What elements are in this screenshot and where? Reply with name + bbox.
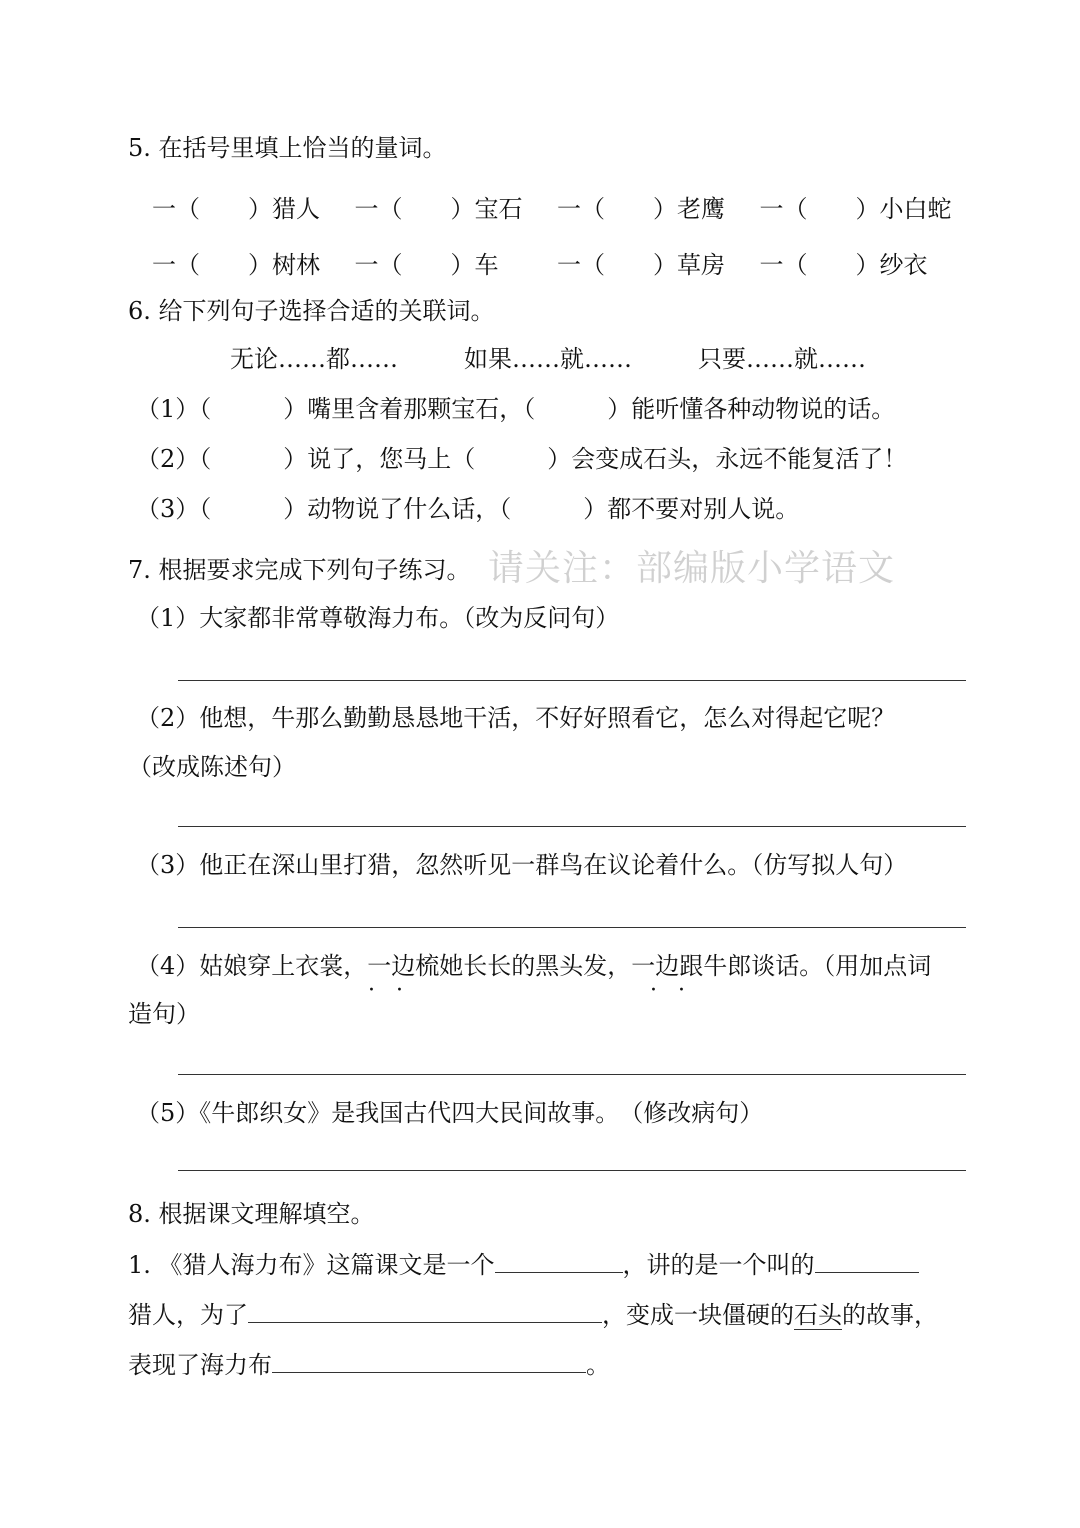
q8-underlined-word: 石头 — [794, 1301, 842, 1329]
q7-item-1: （1）大家都非常尊敬海力布。（改为反问句） — [136, 604, 620, 632]
q8-line-2 — [128, 1296, 938, 1332]
q8-text: 。 — [586, 1351, 610, 1379]
q5-item: 一（ ）老鹰 — [557, 195, 725, 223]
q5-item: 一（ ）小白蛇 — [759, 195, 952, 223]
emphasis-dot: · — [368, 978, 375, 1003]
q7-item-5: （5）《牛郎织女》是我国古代四大民间故事。 （修改病句） — [136, 1099, 764, 1127]
q6-sentence-1: （1）（ ）嘴里含着那颗宝石，（ ）能听懂各种动物说的话。 — [136, 395, 896, 423]
q8-line-3 — [128, 1346, 610, 1382]
q5-row-1 — [152, 192, 962, 226]
q7-item-3: （3）他正在深山里打猎，忽然听见一群鸟在议论着什么。（仿写拟人句） — [136, 851, 908, 879]
q5-item: 一（ ）宝石 — [354, 195, 523, 223]
emphasis-dot: · — [678, 978, 685, 1003]
q5-item: 一（ ）草房 — [557, 251, 725, 279]
answer-line — [178, 927, 966, 928]
q8-title: 8. 根据课文理解填空。 — [128, 1200, 375, 1228]
answer-line — [178, 826, 966, 827]
q5-item: 一（ ）树林 — [152, 251, 320, 279]
q6-option: 无论……都…… — [230, 345, 398, 373]
q7-item-4-cont: 造句） — [128, 1000, 200, 1028]
q8-line-1 — [128, 1246, 919, 1282]
q6-option: 只要……就…… — [698, 345, 866, 373]
q5-item: 一（ ）纱衣 — [759, 251, 928, 279]
q6-title: 6. 给下列句子选择合适的关联词。 — [128, 297, 495, 325]
q7-item-2: （2）他想，牛那么勤勤恳恳地干活，不好好照看它，怎么对得起它呢？ — [136, 704, 896, 732]
fill-blank — [248, 1296, 602, 1323]
q8-text: 1. 《猎人海力布》这篇课文是一个 — [128, 1251, 495, 1279]
q7-item-4: （4）姑娘穿上衣裳，一边梳她长长的黑头发，一边跟牛郎谈话。（用加点词 — [136, 952, 932, 980]
q8-text: 猎人，为了 — [128, 1301, 248, 1329]
q5-item: 一（ ）猎人 — [152, 195, 320, 223]
q5-row-2 — [152, 248, 962, 282]
q8-text: ，变成一块僵硬的 — [602, 1301, 794, 1329]
fill-blank — [815, 1246, 919, 1273]
q7-title: 7. 根据要求完成下列句子练习。 — [128, 556, 471, 584]
q5-title: 5. 在括号里填上恰当的量词。 — [128, 134, 447, 162]
q8-text: 表现了海力布 — [128, 1351, 272, 1379]
answer-line — [178, 680, 966, 681]
fill-blank — [495, 1246, 623, 1273]
q6-sentence-3: （3）（ ）动物说了什么话，（ ）都不要对别人说。 — [136, 495, 800, 523]
emphasis-dot: · — [650, 978, 657, 1003]
q5-item: 一（ ）车 — [354, 251, 499, 279]
q8-text: ，讲的是一个叫的 — [622, 1251, 815, 1279]
emphasis-dot: · — [396, 978, 403, 1003]
answer-line — [178, 1074, 966, 1075]
q6-options — [230, 342, 932, 376]
q7-item-2-cont: （改成陈述句） — [128, 753, 296, 781]
fill-blank — [272, 1346, 586, 1373]
q6-option: 如果……就…… — [464, 345, 632, 373]
q8-text: 的故事， — [842, 1301, 938, 1329]
watermark-text: 请关注：部编版小学语文 — [488, 548, 896, 589]
answer-line — [178, 1170, 966, 1171]
q6-sentence-2: （2）（ ）说了，您马上（ ）会变成石头，永远不能复活了！ — [136, 445, 908, 473]
